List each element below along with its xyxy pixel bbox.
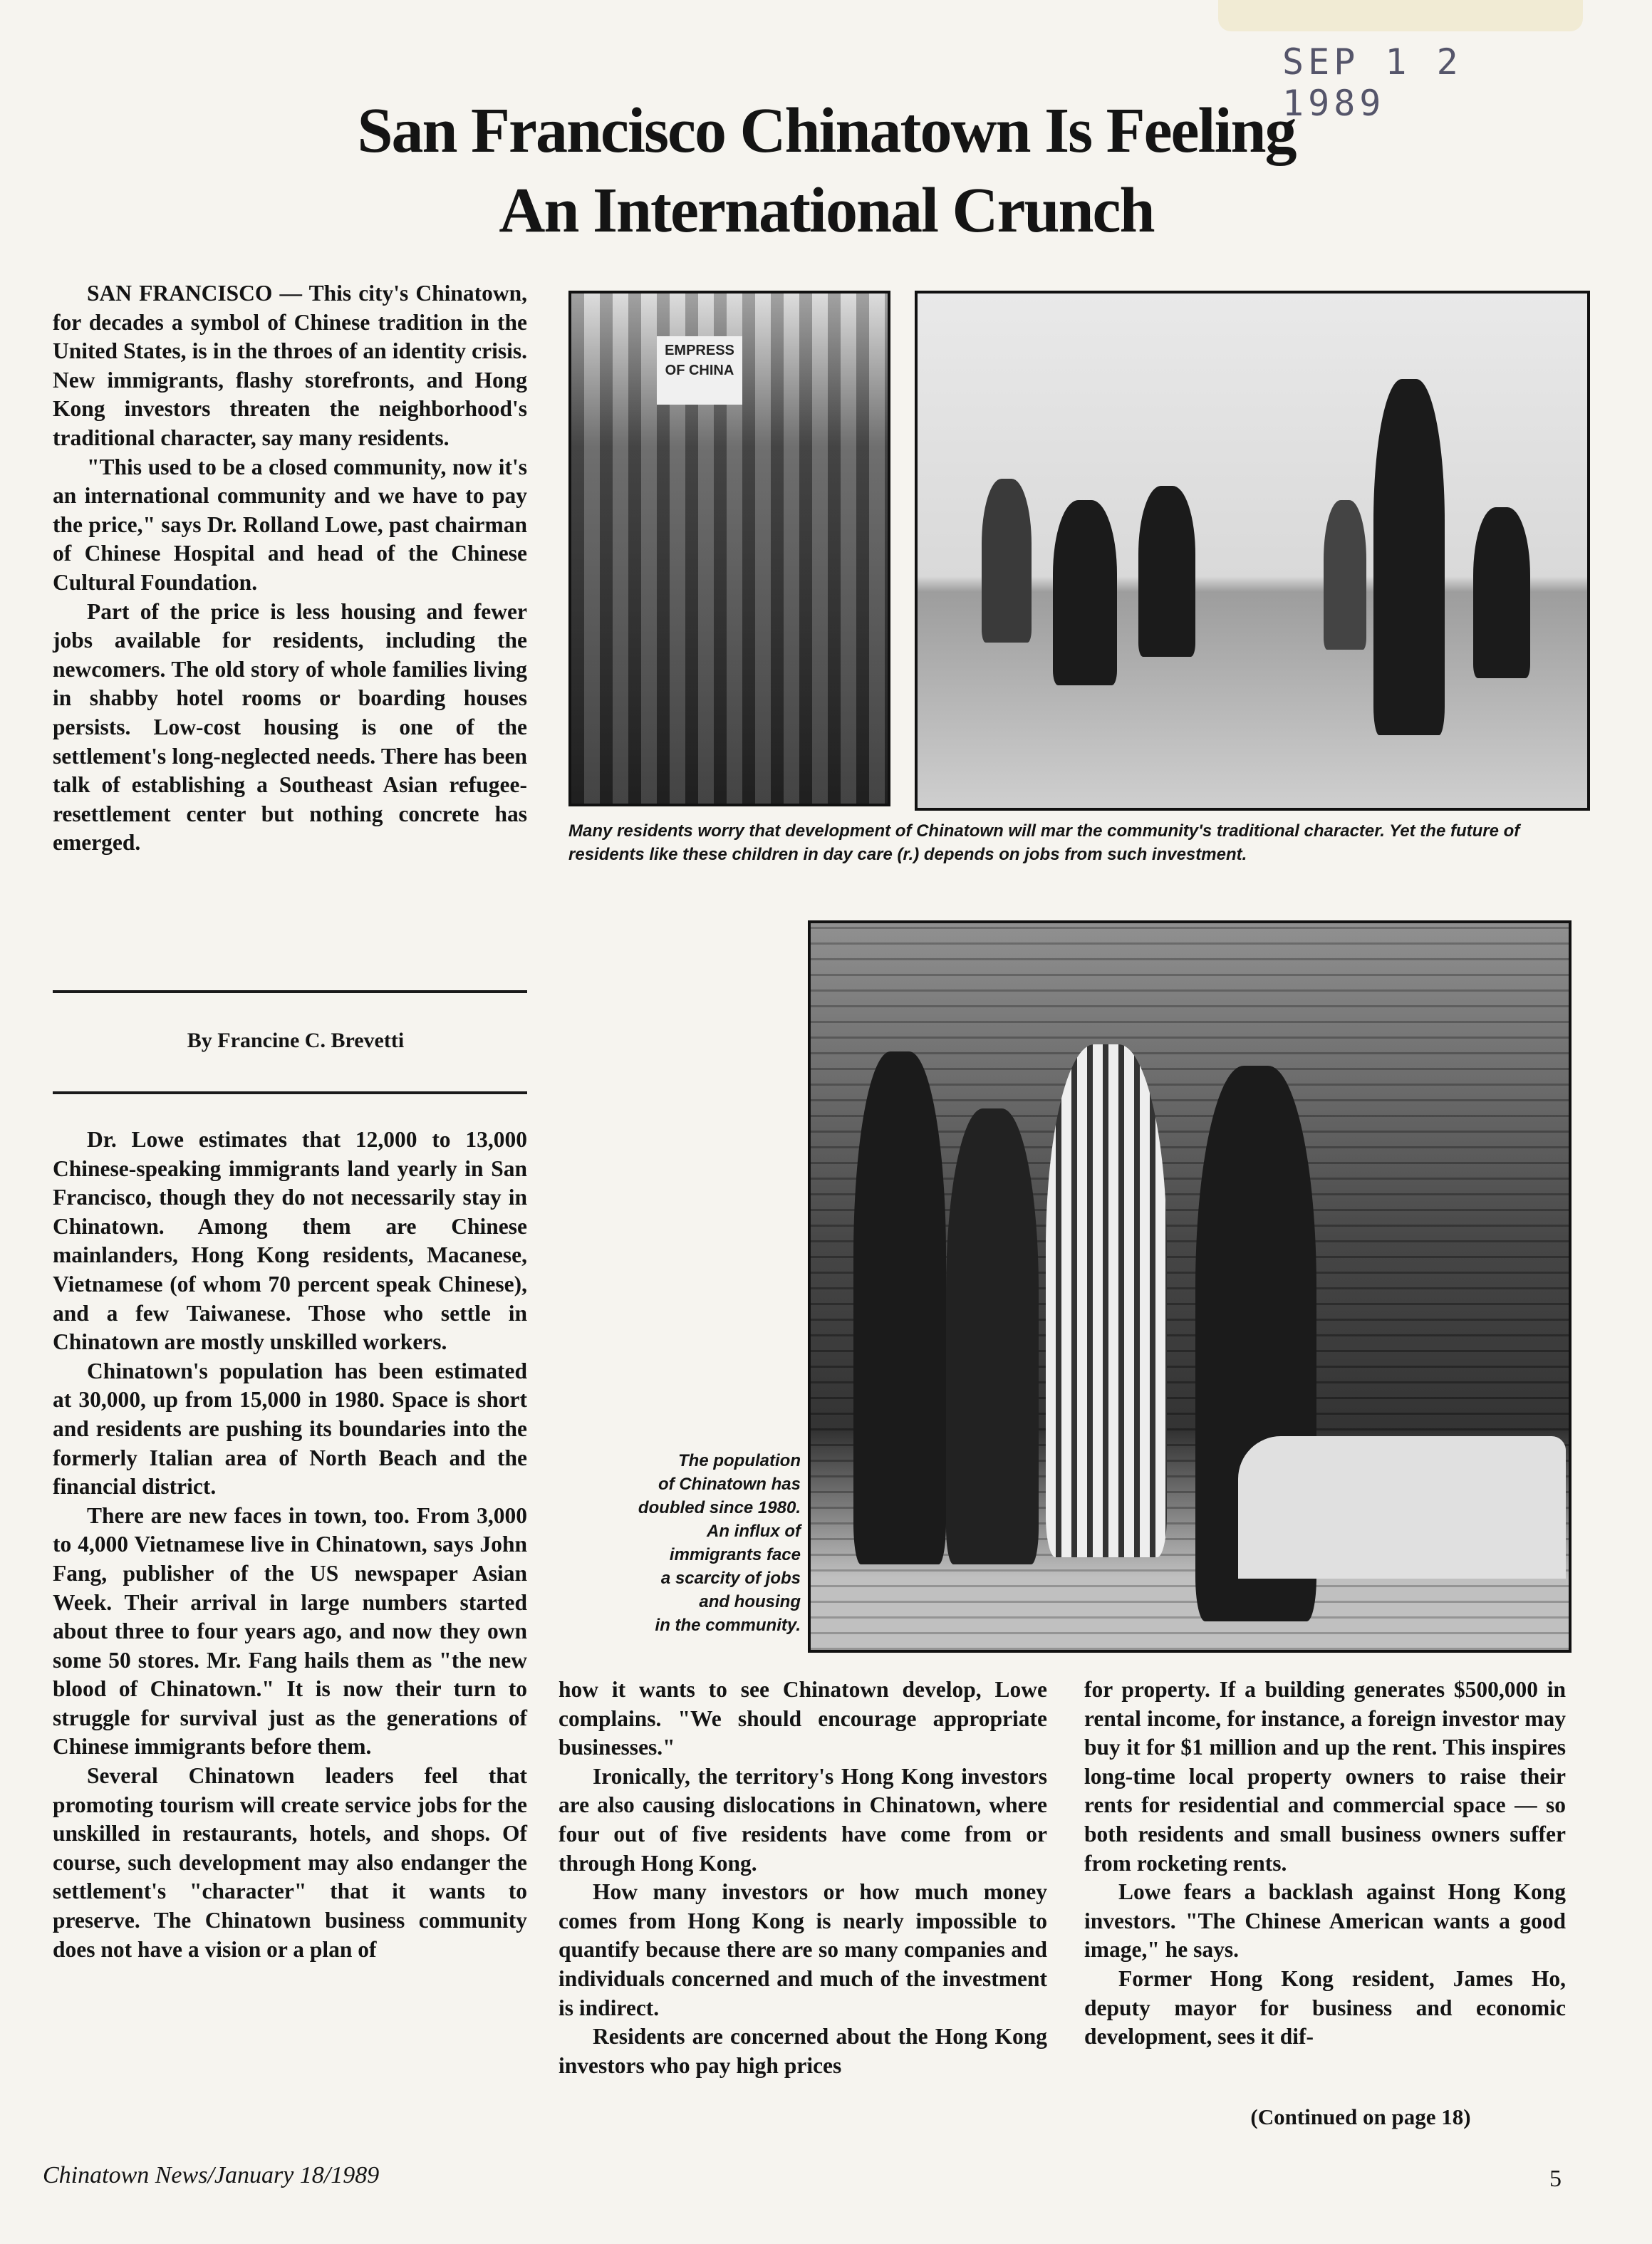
photo-residents-street	[808, 920, 1572, 1653]
man-striped-sweater-figure	[1046, 1044, 1167, 1557]
child-figure-1	[982, 479, 1032, 643]
side-photo-caption	[556, 1449, 801, 1637]
side-caption-line: and housing	[699, 1592, 801, 1611]
paragraph-backlash: Lowe fears a backlash against Hong Kong investors. "The Chinese American wants a good image," he says.	[1084, 1879, 1566, 1963]
child-figure-3	[1138, 486, 1195, 657]
byline: By Francine C. Brevetti	[187, 1029, 405, 1052]
article-column-2	[559, 1676, 1047, 2080]
adult-figure	[1373, 379, 1445, 735]
top-photo-caption: Many residents worry that development of Chinatown will mar the community's traditional character. Yet the future of residents like these children in day care (r.) depends on jobs from such investment.	[568, 821, 1520, 864]
side-caption-line: in the community.	[655, 1616, 801, 1635]
child-figure-5	[1473, 507, 1530, 678]
side-caption-line: The population	[678, 1451, 801, 1470]
paragraph-tourism: Several Chinatown leaders feel that promoting tourism will create service jobs for the unskilled in restaurants, hotels, and shops. Of course, such development may also endanger the settlement's "character" that it wants to preserve. The Chinatown business community does not have a vision or a plan of	[53, 1763, 527, 1962]
man-figure-left	[853, 1051, 946, 1564]
side-caption-line: doubled since 1980.	[638, 1498, 801, 1517]
empress-of-china-sign: EMPRESS OF CHINA	[657, 336, 742, 405]
page-number: 5	[1549, 2166, 1562, 2192]
paragraph-residents-concerned: Residents are concerned about the Hong Kong investors who pay high prices	[559, 2024, 1047, 2078]
car-shape	[1238, 1436, 1566, 1579]
article-column-3	[1084, 1676, 1566, 2052]
article-column-1-bottom	[53, 1126, 527, 1964]
paragraph-how-many: How many investors or how much money comes from Hong Kong is nearly impossible to quantify because there are so many companies and individuals concerned and much of the investment is indirect.	[559, 1879, 1047, 2020]
paragraph-james-ho: Former Hong Kong resident, James Ho, deputy mayor for business and economic development, sees it dif-	[1084, 1965, 1566, 2050]
side-caption-line: An influx of	[707, 1522, 801, 1541]
paragraph-develop: how it wants to see Chinatown develop, Lowe complains. "We should encourage appropriate businesses."	[559, 1677, 1047, 1760]
photo-children-day-care	[915, 291, 1590, 811]
date-stamp: SEP 1 2 1989	[1282, 41, 1463, 124]
publication-footer: Chinatown News/January 18/1989	[43, 2162, 380, 2188]
child-figure-2	[1053, 500, 1117, 685]
paragraph-quote-lowe: "This used to be a closed community, now it's an international community and we have to pay the price," says Dr. Rolland Lowe, past chairman of Chinese Hospital and head of the Chinese Cultural Foundation.	[53, 454, 527, 595]
headline	[185, 91, 1467, 251]
paragraph-population: Chinatown's population has been estimated at 30,000, up from 15,000 in 1980. Space is short and residents are pushing its boundaries into the formerly Italian area of North Beach and the financial district.	[53, 1358, 527, 1500]
paragraph-property: for property. If a building generates $500,000 in rental income, for instance, a foreign investor may buy it for $1 million and up the rent. This inspires long-time local property owners to raise their rents for residential and commercial space — so both residents and small business owners suffer from rocketing rents.	[1084, 1677, 1566, 1876]
headline-line-1: San Francisco Chinatown Is Feeling	[357, 95, 1296, 166]
woman-figure	[946, 1108, 1039, 1564]
side-caption-line: of Chinatown has	[658, 1475, 801, 1494]
paragraph-ironically: Ironically, the territory's Hong Kong investors are also causing dislocations in Chinatown, where four out of five residents have come from or through Hong Kong.	[559, 1763, 1047, 1876]
side-caption-line: immigrants face	[669, 1545, 801, 1564]
article-column-1-top	[53, 279, 527, 858]
continued-note: (Continued on page 18)	[1250, 2104, 1471, 2129]
paragraph-vietnamese: There are new faces in town, too. From 3,000 to 4,000 Vietnamese live in Chinatown, says John Fang, publisher of the US newspaper Asian Week. Their arrival in large numbers started about three to four years ago, and now they own some 50 stores. Mr. Fang hails them as "the new blood of Chinatown." It is now their turn to struggle for survival just as the generations of Chinese immigrants before them.	[53, 1502, 527, 1760]
photo-chinatown-street	[568, 291, 890, 806]
paragraph-lede: SAN FRANCISCO — This city's Chinatown, for decades a symbol of Chinese tradition in the United States, is in the throes of an identity crisis. New immigrants, flashy storefronts, and Hong Kong investors threaten the neighborhood's traditional character, say many residents.	[53, 281, 527, 450]
file-label-tab	[1218, 0, 1583, 31]
byline-rule-top	[53, 990, 527, 993]
side-caption-line: a scarcity of jobs	[660, 1569, 801, 1588]
headline-line-2: An International Crunch	[499, 175, 1154, 246]
paragraph-price: Part of the price is less housing and fewer jobs available for residents, including the newcomers. The old story of whole families living in shabby hotel rooms or boarding houses persists. Low-cost housing is one of the settlement's long-neglected needs. There has been talk of establishing a Southeast Asian refugee-resettlement center but nothing concrete has emerged.	[53, 598, 527, 856]
paragraph-estimates: Dr. Lowe estimates that 12,000 to 13,000 Chinese-speaking immigrants land yearly in San Francisco, though they do not necessarily stay in Chinatown. Among them are Chinese mainlanders, Hong Kong residents, Macanese, Vietnamese (of whom 70 percent speak Chinese), and a few Taiwanese. Those who settle in Chinatown are mostly unskilled workers.	[53, 1127, 527, 1355]
child-figure-4	[1324, 500, 1366, 650]
byline-rule-bottom	[53, 1091, 527, 1094]
